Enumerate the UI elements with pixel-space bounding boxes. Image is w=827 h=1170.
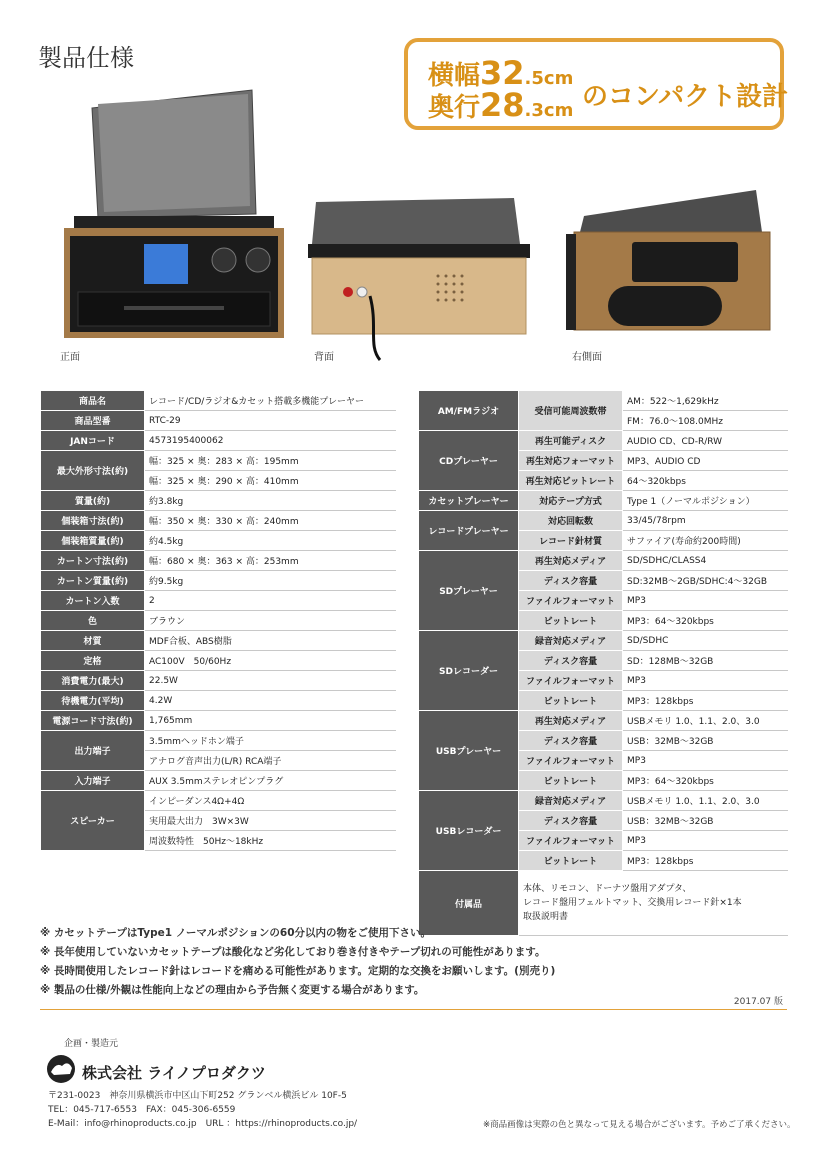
maker-label: 企画・製造元: [64, 1039, 119, 1049]
spec-group-label: USBプレーヤー: [419, 711, 519, 791]
spec-label: ビットレート: [519, 691, 623, 711]
spec-label: 出力端子: [41, 731, 145, 771]
spec-label: 電源コード寸法(約): [41, 711, 145, 731]
edition-label: 2017.07 版: [733, 997, 783, 1007]
spec-label: レコード針材質: [519, 531, 623, 551]
spec-label: 個装箱質量(約): [41, 531, 145, 551]
spec-row: [419, 791, 788, 811]
photo-disclaimer: ※商品画像は実際の色と異なって見える場合がございます。予めご了承ください。: [483, 1120, 796, 1130]
spec-label: ファイルフォーマット: [519, 591, 623, 611]
spec-group-label: CDプレーヤー: [419, 431, 519, 491]
spec-value: [519, 871, 788, 936]
spec-label: ビットレート: [519, 851, 623, 871]
spec-row: [419, 431, 788, 451]
spec-value: MP3：64〜320kbps: [623, 771, 788, 791]
spec-table-left: [40, 390, 396, 851]
spec-label: 商品型番: [41, 411, 145, 431]
spec-value: MP3：128kbps: [623, 691, 788, 711]
spec-value: RTC-29: [145, 411, 396, 431]
spec-row: [41, 711, 396, 731]
note-item: ※ 長時間使用したレコード針はレコードを痛める可能性があります。定期的な交換をお願いします。(別売り): [40, 965, 556, 977]
spec-row: [419, 711, 788, 731]
spec-row: [41, 651, 396, 671]
spec-value: MP3：64〜320kbps: [623, 611, 788, 631]
accessory-line: 取扱説明書: [523, 912, 569, 922]
spec-value: AC100V 50/60Hz: [145, 651, 396, 671]
spec-value: 幅：680 × 奥：363 × 高：253mm: [145, 551, 396, 571]
spec-value: ブラウン: [145, 611, 396, 631]
spec-label: 待機電力(平均): [41, 691, 145, 711]
width-dec: .5cm: [524, 68, 574, 89]
spec-label: ディスク容量: [519, 811, 623, 831]
spec-row: [419, 491, 788, 511]
spec-value: サファイア(寿命約200時間): [623, 531, 788, 551]
spec-label: ビットレート: [519, 611, 623, 631]
company-tel-fax: TEL：045-717-6553 FAX：045-306-6559: [48, 1105, 236, 1115]
spec-value: アナログ音声出力(L/R) RCA端子: [145, 751, 396, 771]
spec-value: 約4.5kg: [145, 531, 396, 551]
spec-value: 4573195400062: [145, 431, 396, 451]
spec-label: 入力端子: [41, 771, 145, 791]
spec-label: カートン入数: [41, 591, 145, 611]
spec-value: MP3：128kbps: [623, 851, 788, 871]
spec-label: カートン寸法(約): [41, 551, 145, 571]
front-caption: 正面: [60, 352, 80, 363]
spec-value: Type 1（ノーマルポジション）: [623, 491, 788, 511]
spec-label: 材質: [41, 631, 145, 651]
spec-label: ファイルフォーマット: [519, 671, 623, 691]
spec-label: ディスク容量: [519, 571, 623, 591]
spec-value: 64〜320kbps: [623, 471, 788, 491]
side-caption: 右側面: [572, 352, 602, 363]
spec-value: 22.5W: [145, 671, 396, 691]
spec-value: レコード/CD/ラジオ&カセット搭載多機能プレーヤー: [145, 391, 396, 411]
spec-value: MP3、AUDIO CD: [623, 451, 788, 471]
product-front-image: [64, 86, 284, 342]
spec-value: SD/SDHC: [623, 631, 788, 651]
spec-value: MP3: [623, 751, 788, 771]
spec-label: 再生対応フォーマット: [519, 451, 623, 471]
product-back-image: [308, 196, 530, 362]
spec-value: SD：128MB〜32GB: [623, 651, 788, 671]
spec-value: MP3: [623, 591, 788, 611]
spec-row: [41, 431, 396, 451]
company-address: 〒231-0023 神奈川県横浜市中区山下町252 グランベル横浜ビル 10F-5: [48, 1091, 347, 1101]
company-email-url: E-Mail：info@rhinoproducts.co.jp URL ：https://rhinoproducts.co.jp/: [48, 1119, 358, 1129]
spec-label: ファイルフォーマット: [519, 831, 623, 851]
compact-tagline: のコンパクト設計: [582, 82, 789, 112]
spec-value: AUDIO CD、CD-R/RW: [623, 431, 788, 451]
depth-int: 28: [480, 86, 525, 124]
spec-group-label: USBレコーダー: [419, 791, 519, 871]
spec-label: JANコード: [41, 431, 145, 451]
spec-value: 約3.8kg: [145, 491, 396, 511]
spec-value: 4.2W: [145, 691, 396, 711]
spec-label: 個装箱寸法(約): [41, 511, 145, 531]
spec-group-label: AM/FMラジオ: [419, 391, 519, 431]
spec-value: インピーダンス4Ω+4Ω: [145, 791, 396, 811]
spec-group-label: 付属品: [419, 871, 519, 936]
spec-label: 録音対応メディア: [519, 791, 623, 811]
spec-row: [41, 531, 396, 551]
spec-label: 対応回転数: [519, 511, 623, 531]
spec-row: [41, 671, 396, 691]
spec-value: 1,765mm: [145, 711, 396, 731]
spec-group-label: レコードプレーヤー: [419, 511, 519, 551]
accessory-line: 本体、リモコン、ドーナツ盤用アダプタ、: [523, 884, 692, 894]
spec-row: [41, 411, 396, 431]
spec-row: [41, 631, 396, 651]
spec-group-label: SDレコーダー: [419, 631, 519, 711]
spec-group-label: SDプレーヤー: [419, 551, 519, 631]
notes-list: [40, 924, 555, 1000]
accessory-line: レコード盤用フェルトマット、交換用レコード針×1本: [523, 898, 742, 908]
product-side-image: [566, 186, 776, 342]
spec-row: [41, 771, 396, 791]
spec-label: 商品名: [41, 391, 145, 411]
company-name: 株式会社 ライノプロダクツ: [82, 1064, 266, 1082]
spec-row: [41, 491, 396, 511]
spec-value: 幅：325 × 奥：283 × 高：195mm: [145, 451, 396, 471]
spec-value: MP3: [623, 831, 788, 851]
spec-label: 対応テープ方式: [519, 491, 623, 511]
note-item: ※ 製品の仕様/外観は性能向上などの理由から予告無く変更する場合があります。: [40, 984, 425, 996]
spec-label: 最大外形寸法(約): [41, 451, 145, 491]
spec-row: [41, 571, 396, 591]
spec-row: [41, 451, 396, 471]
spec-row: [41, 791, 396, 811]
note-item: ※ カセットテープはType1 ノーマルポジションの60分以内の物をご使用下さい。: [40, 927, 432, 939]
spec-value: USB：32MB〜32GB: [623, 811, 788, 831]
spec-value: MP3: [623, 671, 788, 691]
spec-value: AUX 3.5mmステレオピンプラグ: [145, 771, 396, 791]
spec-label: カートン質量(約): [41, 571, 145, 591]
spec-label: 質量(約): [41, 491, 145, 511]
spec-label: スピーカー: [41, 791, 145, 851]
spec-label: 再生対応ビットレート: [519, 471, 623, 491]
spec-row: [419, 391, 788, 411]
depth-label: 奥行: [428, 93, 481, 123]
spec-row: [419, 511, 788, 531]
spec-value: SD/SDHC/CLASS4: [623, 551, 788, 571]
spec-value: USBメモリ 1.0、1.1、2.0、3.0: [623, 791, 788, 811]
spec-value: FM：76.0〜108.0MHz: [623, 411, 788, 431]
back-caption: 背面: [314, 352, 334, 363]
spec-row: [41, 731, 396, 751]
depth-spec: [428, 86, 573, 124]
spec-label: 定格: [41, 651, 145, 671]
spec-value: 3.5mmヘッドホン端子: [145, 731, 396, 751]
spec-row: [41, 391, 396, 411]
spec-value: USBメモリ 1.0、1.1、2.0、3.0: [623, 711, 788, 731]
spec-row: [41, 511, 396, 531]
spec-label: ファイルフォーマット: [519, 751, 623, 771]
spec-value: 2: [145, 591, 396, 611]
spec-value: 幅：350 × 奥：330 × 高：240mm: [145, 511, 396, 531]
spec-label: 再生対応メディア: [519, 551, 623, 571]
spec-value: 幅：325 × 奥：290 × 高：410mm: [145, 471, 396, 491]
company-logo-icon: [46, 1054, 76, 1084]
spec-value: 実用最大出力 3W×3W: [145, 811, 396, 831]
compact-size-callout: [404, 38, 789, 130]
spec-label: ディスク容量: [519, 731, 623, 751]
spec-table-right: [418, 390, 788, 936]
spec-label: 再生対応メディア: [519, 711, 623, 731]
note-item: ※ 長年使用していないカセットテープは酸化など劣化しており巻き付きやテープ切れの可能性があります。: [40, 946, 546, 958]
spec-value: AM：522〜1,629kHz: [623, 391, 788, 411]
width-label: 横幅: [428, 61, 481, 91]
spec-label: ディスク容量: [519, 651, 623, 671]
spec-value: 周波数特性 50Hz〜18kHz: [145, 831, 396, 851]
spec-label: 再生可能ディスク: [519, 431, 623, 451]
spec-row: [419, 551, 788, 571]
spec-row: [41, 691, 396, 711]
width-int: 32: [480, 54, 525, 92]
spec-label: 受信可能周波数帯: [519, 391, 623, 431]
page-title: 製品仕様: [38, 44, 134, 72]
spec-label: 録音対応メディア: [519, 631, 623, 651]
spec-label: ビットレート: [519, 771, 623, 791]
spec-value: MDF合板、ABS樹脂: [145, 631, 396, 651]
spec-value: USB：32MB〜32GB: [623, 731, 788, 751]
spec-row: [41, 551, 396, 571]
spec-value: 約9.5kg: [145, 571, 396, 591]
spec-row: [41, 611, 396, 631]
spec-row: [419, 631, 788, 651]
spec-label: 消費電力(最大): [41, 671, 145, 691]
divider: [40, 1009, 787, 1010]
spec-row: [41, 591, 396, 611]
depth-dec: .3cm: [524, 100, 574, 121]
spec-value: SD:32MB〜2GB/SDHC:4〜32GB: [623, 571, 788, 591]
spec-value: 33/45/78rpm: [623, 511, 788, 531]
spec-group-label: カセットプレーヤー: [419, 491, 519, 511]
spec-label: 色: [41, 611, 145, 631]
